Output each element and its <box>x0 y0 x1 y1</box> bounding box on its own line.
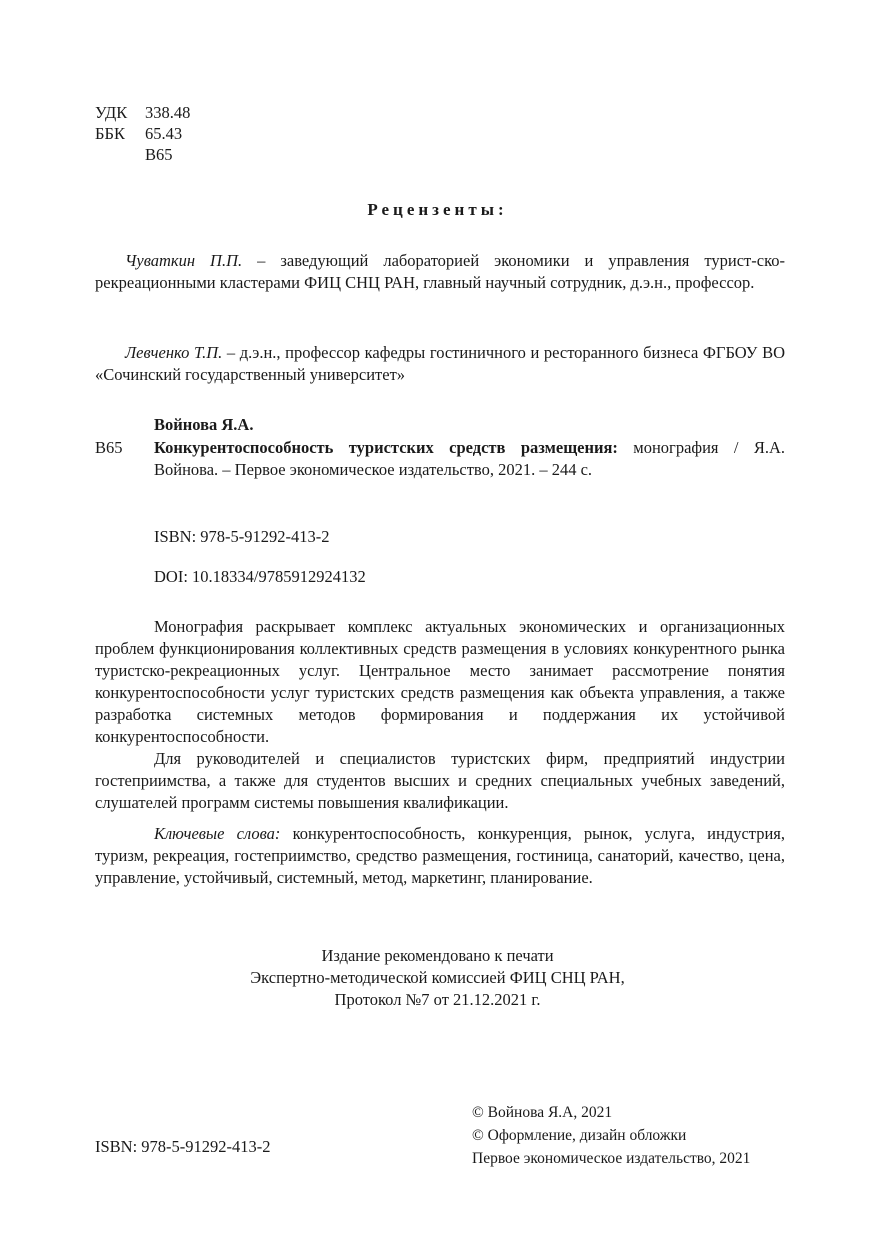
bib-author: Войнова Я.А. <box>154 415 254 434</box>
bbk-value: 65.43 <box>145 124 183 143</box>
bib-entry <box>154 437 785 481</box>
abstract <box>95 616 785 814</box>
reviewer-1-desc-b: ско-рекреационными кластерами ФИЦ СНЦ РАН, главный научный сотрудник, д.э.н., профессор. <box>95 251 785 292</box>
recommendation-line-3: Протокол №7 от 21.12.2021 г. <box>334 990 541 1009</box>
reviewers-heading: Рецензенты: <box>367 200 508 219</box>
recommendation <box>0 945 875 1011</box>
keywords <box>95 823 785 889</box>
recommendation-line-1: Издание рекомендовано к печати <box>321 946 554 965</box>
classification-block <box>95 102 295 165</box>
bib-code: В65 <box>95 438 123 457</box>
bib-rest: монография / Я.А. Войнова. – Первое экономическое издательство, 2021. – 244 с. <box>154 438 785 479</box>
udk-value: 338.48 <box>145 103 191 122</box>
bib-title: Конкурентоспособность туристских средств размещения: <box>154 438 618 457</box>
reviewer-2-desc: – д.э.н., профессор кафедры гостиничного и ресторанного бизнеса ФГБОУ ВО «Сочинский государственный университет» <box>95 343 785 384</box>
bbk-row <box>95 123 295 144</box>
udk-row <box>95 102 295 123</box>
author-code: В65 <box>145 145 173 164</box>
keywords-text: конкурентоспособность, конкуренция, рынок, услуга, индустрия, туризм, рекреация, гостеприимство, средство размещения, гостиница, санаторий, качество, цена, управление, устойчивый, системный, метод, маркетинг, планирование. <box>95 824 786 887</box>
doi: DOI: 10.18334/9785912924132 <box>154 567 366 586</box>
copyright-block <box>472 1101 750 1170</box>
isbn: ISBN: 978-5-91292-413-2 <box>154 527 330 546</box>
udk-label: УДК <box>95 103 128 122</box>
reviewer-2 <box>95 342 785 386</box>
keywords-label: Ключевые слова: <box>154 824 281 843</box>
abstract-paragraph-1: Монография раскрывает комплекс актуальных экономических и организационных проблем функционирования коллективных средств размещения в условиях конкурентного рынка туристско-рекреационных услуг. Центральное место занимает рассмотрение понятия конкурентоспособности услуг туристских средств размещения как объекта управления, а также разработка системных методов формирования и поддержания их устойчивой конкурентоспособности. <box>95 617 785 746</box>
bbk-label: ББК <box>95 124 125 143</box>
author-code-row <box>95 144 295 165</box>
abstract-paragraph-2: Для руководителей и специалистов туристских фирм, предприятий индустрии гостеприимства, а также для студентов высших и средних специальных учебных заведений, слушателей программ системы повышения квалификации. <box>95 749 785 812</box>
copyright-line-2: © Оформление, дизайн обложки <box>472 1127 687 1144</box>
reviewer-2-name: Левченко Т.П. <box>125 343 223 362</box>
footer-isbn: ISBN: 978-5-91292-413-2 <box>95 1137 271 1156</box>
copyright-line-1: © Войнова Я.А, 2021 <box>472 1104 613 1121</box>
recommendation-line-2: Экспертно-методической комиссией ФИЦ СНЦ РАН, <box>250 968 625 987</box>
copyright-line-3: Первое экономическое издательство, 2021 <box>472 1150 751 1167</box>
reviewer-1 <box>95 250 785 294</box>
reviewer-1-name: Чуваткин П.П. <box>125 251 243 270</box>
reviewer-1-desc-a: – заведующий лабораторией экономики и управления турист- <box>242 251 757 270</box>
